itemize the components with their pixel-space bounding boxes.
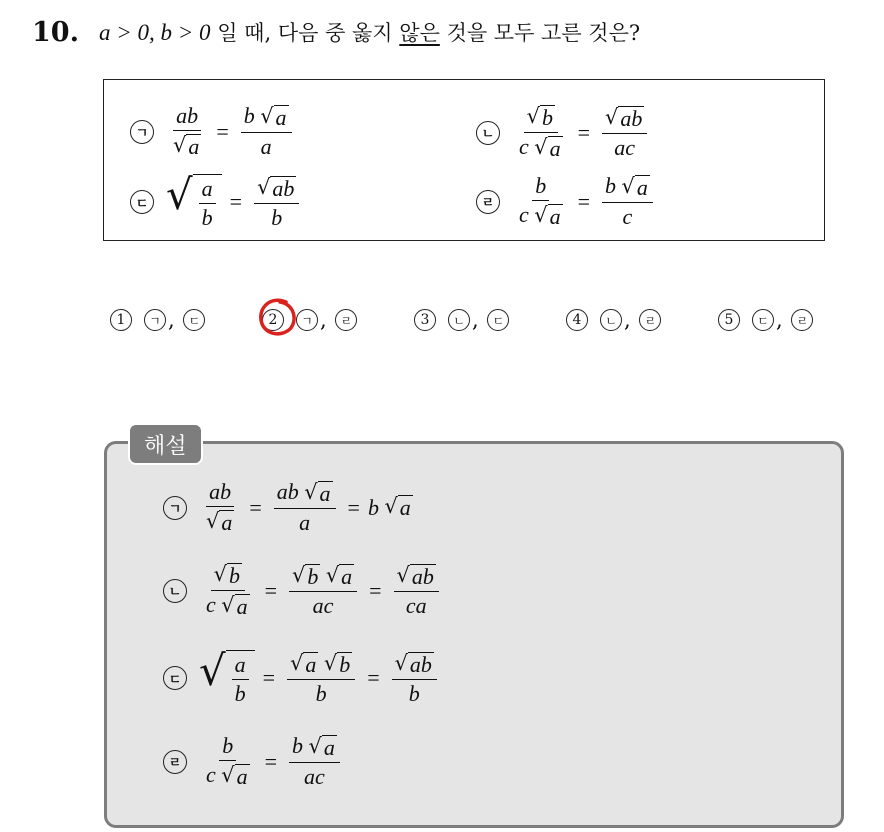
fraction: √ ab b bbox=[254, 175, 299, 230]
statement-marker: ㄷ bbox=[130, 190, 154, 214]
statements-box bbox=[103, 79, 825, 241]
fraction: b √ a a bbox=[241, 104, 292, 159]
statement-1 bbox=[130, 104, 296, 159]
radicand: a bbox=[399, 495, 411, 521]
choice-number: 2 bbox=[262, 309, 284, 331]
radicand: b bbox=[541, 105, 553, 130]
denominator: ca bbox=[405, 593, 427, 619]
denominator: b bbox=[201, 205, 213, 231]
denominator: ac bbox=[312, 593, 334, 619]
choice-marker: ㄹ bbox=[791, 309, 813, 331]
numerator: b bbox=[532, 174, 549, 201]
question-text-before: 일 때, 다음 중 옳지 bbox=[217, 21, 393, 45]
choice-number: 1 bbox=[110, 309, 132, 331]
statement-4 bbox=[476, 174, 657, 229]
statement-marker: ㄴ bbox=[476, 121, 500, 145]
choice-marker: ㄷ bbox=[752, 309, 774, 331]
radicand: a bbox=[236, 594, 248, 620]
solution-line-4: ㄹ b c √ a = b √ a ac bbox=[163, 734, 344, 789]
numerator: b bbox=[605, 173, 616, 198]
choice-number: 5 bbox=[718, 309, 740, 331]
choice-marker: ㄴ bbox=[600, 309, 622, 331]
denominator: a bbox=[299, 510, 311, 536]
choice-marker: ㄱ bbox=[144, 309, 166, 331]
question-header bbox=[32, 12, 640, 52]
numerator: ab bbox=[276, 479, 299, 504]
radicand: a bbox=[341, 564, 353, 589]
solution-marker: ㄹ bbox=[163, 750, 187, 774]
statement-1-math: ab √ a = b √ a a bbox=[166, 104, 296, 159]
choice-3[interactable]: 3 ㄴ , ㄷ bbox=[414, 308, 511, 332]
numerator: ab bbox=[173, 104, 201, 131]
choice-marker: ㄹ bbox=[335, 309, 357, 331]
solution-marker: ㄴ bbox=[163, 579, 187, 603]
denominator: a bbox=[260, 134, 272, 160]
fraction: √ ab ac bbox=[602, 105, 647, 160]
choice-1[interactable]: 1 ㄱ , ㄷ bbox=[110, 308, 207, 332]
radicand: a bbox=[236, 764, 248, 790]
numerator: b bbox=[243, 103, 255, 128]
numerator: a bbox=[199, 177, 216, 204]
radicand: ab bbox=[411, 564, 434, 589]
statement-marker: ㄱ bbox=[130, 120, 154, 144]
radicand: a bbox=[275, 105, 287, 130]
question-number: 10. bbox=[32, 16, 79, 48]
solution-line-3: ㄷ √ $\frac{a}{b}$ = √ a √ b b = √ ab b bbox=[163, 650, 441, 706]
radicand: a bbox=[549, 204, 561, 230]
statement-3-math: √ $\frac{a}{b}$ = √ ab b bbox=[166, 174, 303, 230]
solution-marker: ㄱ bbox=[163, 496, 187, 520]
solution-marker: ㄷ bbox=[163, 666, 187, 690]
radicand: a bbox=[305, 651, 317, 677]
statement-4-math: b c √ a = b √ a c bbox=[512, 174, 657, 229]
numerator: ab bbox=[206, 480, 234, 507]
radicand: a bbox=[188, 134, 200, 160]
radicand: ab bbox=[620, 106, 643, 131]
fraction: b √ a c bbox=[602, 174, 653, 229]
radicand: a bbox=[221, 510, 233, 536]
numerator: b bbox=[292, 733, 303, 758]
denominator: b bbox=[408, 680, 420, 706]
denominator: ac bbox=[304, 764, 325, 790]
statement-2 bbox=[476, 104, 651, 161]
question-condition: a > 0, b > 0 bbox=[98, 20, 211, 45]
radicand: a bbox=[636, 175, 648, 200]
choice-marker: ㄷ bbox=[183, 309, 205, 331]
solution-box bbox=[104, 441, 844, 828]
choice-marker: ㄹ bbox=[639, 309, 661, 331]
radicand: ab bbox=[409, 651, 432, 677]
fraction: b c √ a bbox=[519, 173, 561, 230]
choice-2[interactable]: 2 ㄱ , ㄹ bbox=[262, 308, 359, 332]
fraction: √ b c √ a bbox=[519, 104, 561, 162]
choice-5[interactable]: 5 ㄷ , ㄹ bbox=[718, 308, 815, 332]
numerator: a bbox=[232, 653, 249, 680]
denominator-coef: c bbox=[519, 202, 529, 228]
solution-line-2: ㄴ √ b c √ a = √ b √ a ac = √ ab ca bbox=[163, 562, 443, 619]
fraction bbox=[199, 177, 216, 230]
result-coef: b bbox=[367, 494, 379, 520]
statement-marker: ㄹ bbox=[476, 190, 500, 214]
choice-marker: ㄱ bbox=[296, 309, 318, 331]
question-text-after: 것을 모두 고른 것은? bbox=[446, 21, 641, 45]
answer-choices bbox=[110, 300, 830, 344]
question-text bbox=[99, 17, 640, 47]
choice-marker: ㄷ bbox=[487, 309, 509, 331]
radicand: a bbox=[319, 481, 331, 506]
statement-3 bbox=[130, 170, 303, 231]
choice-number: 4 bbox=[566, 309, 588, 331]
radicand: a bbox=[323, 735, 335, 760]
radicand: a bbox=[549, 136, 561, 162]
solution-line-1: ㄱ ab √ a = ab √ a a = b √ a bbox=[163, 480, 413, 535]
numerator: b bbox=[219, 734, 236, 761]
denominator: b bbox=[234, 681, 246, 707]
choice-4[interactable]: 4 ㄴ , ㄹ bbox=[566, 308, 663, 332]
denominator: b bbox=[315, 680, 327, 706]
fraction: ab √ a bbox=[173, 103, 200, 160]
choice-number: 3 bbox=[414, 309, 436, 331]
choice-marker: ㄴ bbox=[448, 309, 470, 331]
denominator: c bbox=[622, 204, 633, 230]
statement-2-math: √ b c √ a = √ ab ac bbox=[512, 104, 651, 161]
denominator-coef: c bbox=[206, 592, 216, 618]
denominator-coef: c bbox=[206, 762, 216, 788]
radicand: b bbox=[339, 651, 351, 677]
radicand: b bbox=[307, 564, 319, 589]
question-underlined-word: 않은 bbox=[399, 21, 440, 45]
denominator: b bbox=[271, 204, 283, 230]
radicand: b bbox=[228, 563, 240, 588]
denominator: ac bbox=[614, 135, 636, 161]
radicand: ab bbox=[272, 175, 295, 201]
solution-tab: 해설 bbox=[128, 423, 203, 465]
denominator-coef: c bbox=[519, 134, 529, 160]
